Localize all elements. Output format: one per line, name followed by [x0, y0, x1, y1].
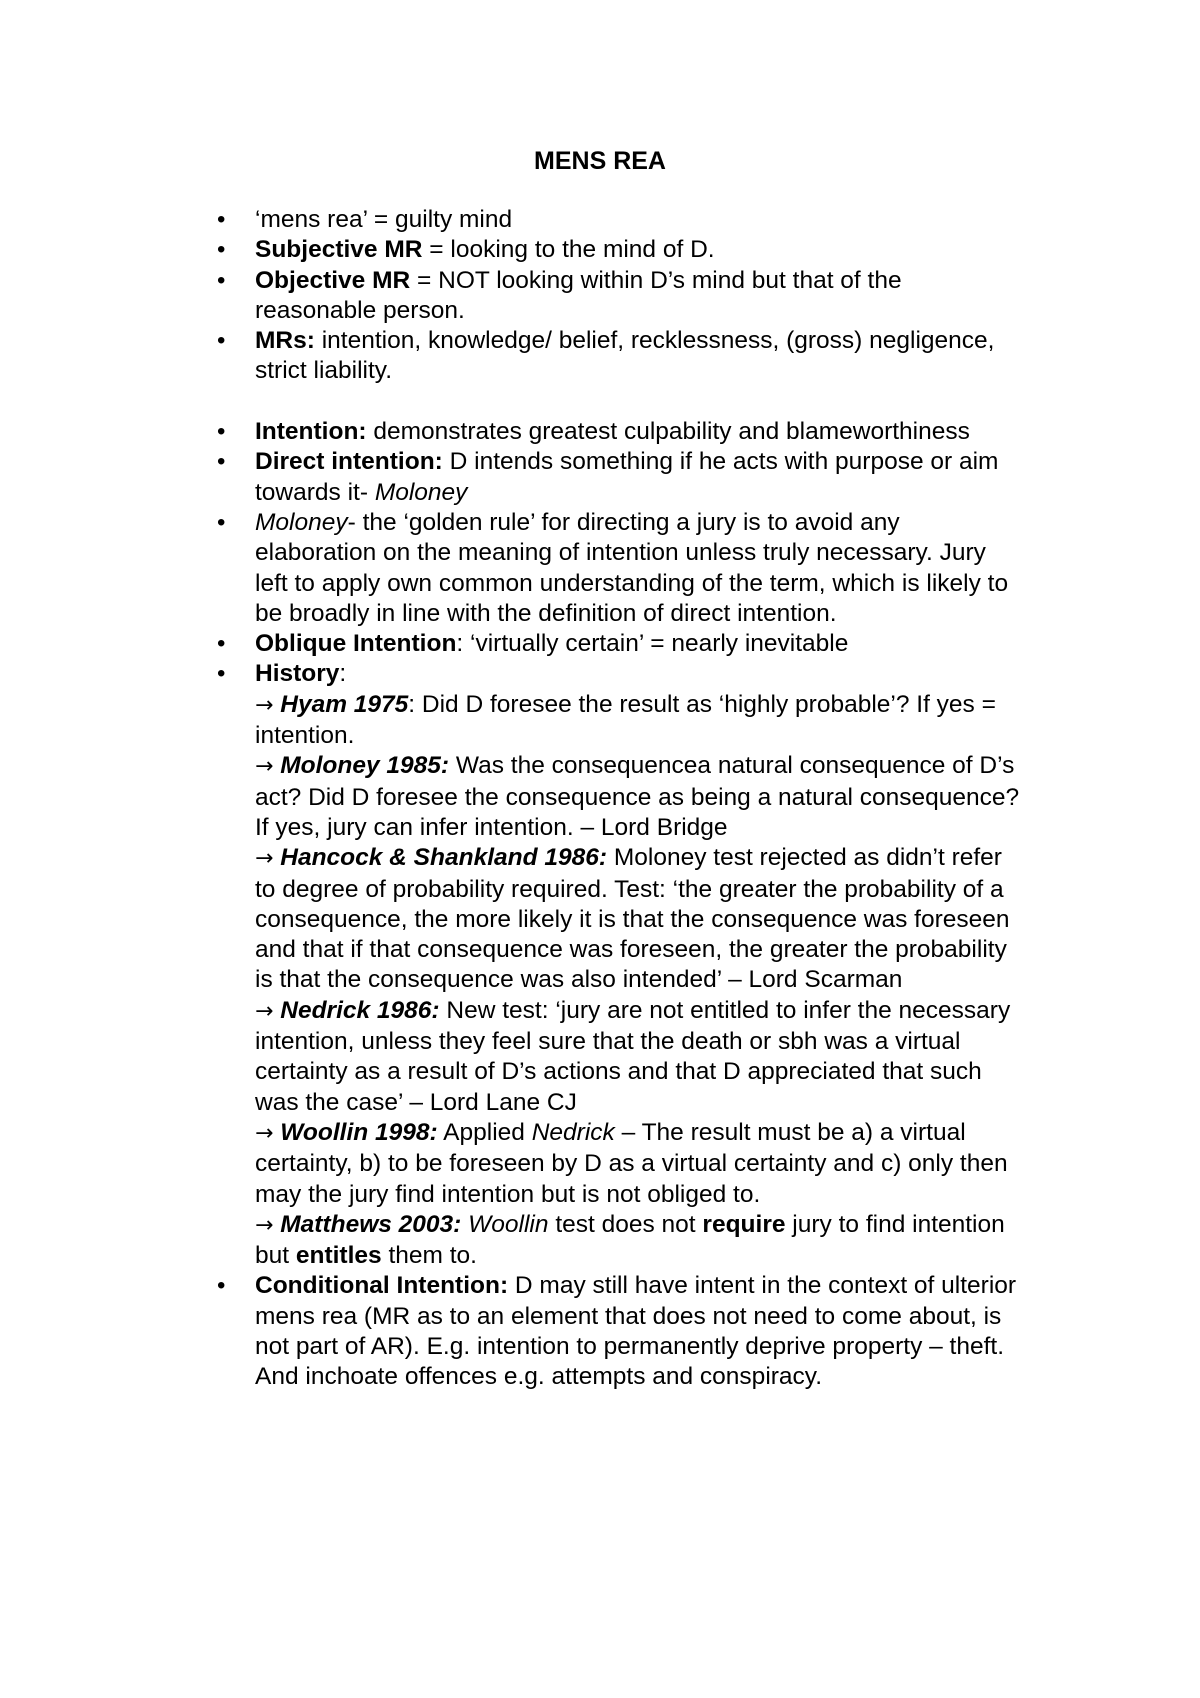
bullet-list — [255, 205, 1025, 1393]
case-name: Matthews 2003: — [280, 1210, 462, 1238]
bullet-label: Intention: — [255, 418, 367, 446]
history-entry-nedrick — [255, 996, 1025, 1118]
history-text: New test: ‘jury are not entitled to infer the necessary intention, unless they feel sure that the death or sbh was a virtual certainty as a result of D’s actions and that D appreciated that such was the case’ – Lord Lane CJ — [255, 996, 1011, 1116]
case-name: Moloney 1985: — [280, 752, 450, 780]
history-entry-hyam — [255, 690, 1025, 752]
case-reference: Nedrick — [531, 1118, 615, 1146]
case-reference: Woollin — [468, 1210, 549, 1238]
history-text: test does not — [548, 1210, 703, 1238]
arrow-right-icon: → — [255, 998, 274, 1024]
history-text: : Did D foresee the result as ‘highly probable’? If yes = intention. — [255, 690, 996, 750]
history-entry-woollin — [255, 1118, 1025, 1210]
bullet-label: Objective MR — [255, 266, 411, 294]
history-entry-moloney — [255, 751, 1025, 843]
list-item-subjective-mr — [255, 235, 1025, 265]
bullet-label: MRs: — [255, 327, 315, 355]
arrow-right-icon: → — [255, 692, 274, 718]
list-item-history — [255, 659, 1025, 1271]
list-item-direct-intention — [255, 447, 1025, 508]
arrow-right-icon: → — [255, 754, 274, 780]
list-item-objective-mr — [255, 266, 1025, 327]
case-name: Nedrick 1986: — [280, 996, 440, 1024]
arrow-right-icon: → — [255, 1120, 274, 1146]
bullet-text: D intends something if he acts with purpose or aim towards it- — [255, 448, 999, 506]
bullet-label: Subjective MR — [255, 236, 423, 264]
bullet-label: Conditional Intention: — [255, 1272, 509, 1300]
bullet-text: = NOT looking within D’s mind but that of the reasonable person. — [255, 266, 902, 324]
bullet-label: History — [255, 660, 340, 688]
list-item-conditional-intention — [255, 1271, 1025, 1392]
bullet-label: Oblique Intention — [255, 630, 457, 658]
bullet-text: demonstrates greatest culpability and blameworthiness — [366, 418, 970, 446]
history-text: jury to find intention but — [255, 1210, 1005, 1270]
list-item-intention — [255, 417, 1025, 447]
list-item-moloney-golden-rule — [255, 508, 1025, 629]
bullet-text: : — [339, 660, 347, 688]
bullet-text: ‘mens rea’ = guilty mind — [255, 206, 513, 233]
bullet-text: = looking to the mind of D. — [422, 236, 715, 264]
document-title: MENS REA — [534, 147, 666, 175]
case-name: Hyam 1975 — [280, 690, 409, 718]
emphasis-text: require — [702, 1210, 786, 1238]
case-name: Moloney — [374, 478, 468, 506]
case-name: Hancock & Shankland 1986: — [280, 844, 608, 872]
history-text: Moloney test rejected as didn’t refer to degree of probability required. Test: ‘the greater the probability of a consequence, the more likely it is that the consequence was foreseen and that if that consequence was foreseen, the greater the probability is that the consequence was also intended’ – Lord Scarman — [255, 844, 1010, 994]
bullet-label: Direct intention: — [255, 448, 443, 476]
history-entry-hancock-shankland — [255, 843, 1025, 995]
list-item-mrs — [255, 326, 1025, 387]
list-item-mens-rea-definition — [255, 205, 1025, 235]
history-text: them to. — [381, 1242, 477, 1270]
history-text: Was the consequencea natural consequence of D’s act? Did D foresee the consequence as being a natural consequence? If yes, jury can infer intention. – Lord Bridge — [255, 752, 1020, 841]
history-text: – The result must be a) a virtual certainty, b) to be foreseen by D as a virtual certainty and c) only then may the jury find intention but is not obliged to. — [255, 1118, 1008, 1208]
case-name: Woollin 1998: — [280, 1118, 438, 1146]
history-text: Applied — [437, 1118, 532, 1146]
bullet-text: : ‘virtually certain’ = nearly inevitable — [456, 630, 849, 658]
bullet-text: - the ‘golden rule’ for directing a jury is to avoid any elaboration on the meaning of intention unless truly necessary. Jury left to apply own common understanding of the term, which is likely to be broadly in line with the definition of direct intention. — [255, 508, 1009, 627]
emphasis-text: entitles — [295, 1242, 382, 1270]
bullet-text: intention, knowledge/ belief, recklessness, (gross) negligence, strict liability. — [255, 327, 995, 385]
case-name: Moloney — [255, 508, 348, 536]
bullet-text: D may still have intent in the context of ulterior mens rea (MR as to an element that does not need to come about, is not part of AR). E.g. intention to permanently deprive property – theft. And inchoate offences e.g. attempts and conspiracy. — [255, 1272, 1017, 1391]
list-item-oblique-intention — [255, 629, 1025, 659]
arrow-right-icon: → — [255, 1212, 274, 1238]
history-entry-matthews — [255, 1210, 1025, 1272]
arrow-right-icon: → — [255, 846, 274, 872]
